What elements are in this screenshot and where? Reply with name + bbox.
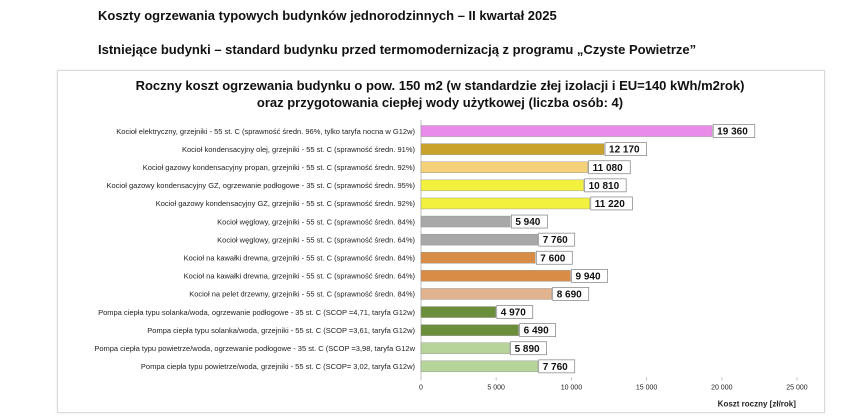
category-label: Kocioł gazowy kondensacyjny propan, grzejniki - 55 st. C (sprawność średn. 92%) bbox=[142, 162, 415, 172]
x-tick-label: 20 000 bbox=[711, 384, 733, 392]
data-label: 4 970 bbox=[500, 307, 526, 319]
x-tick-label: 5 000 bbox=[487, 384, 505, 392]
page-title: Koszty ogrzewania typowych budynków jednorodzinnych – II kwartał 2025 bbox=[98, 8, 557, 23]
bar bbox=[421, 126, 712, 137]
category-label: Pompa ciepła typu solanka/woda, ogrzewanie podłogowe - 35 st. C (SCOP =4,71, taryfa G12w) bbox=[98, 307, 415, 317]
x-tick-label: 0 bbox=[419, 384, 423, 392]
category-label: Kocioł na pelet drzewny, grzejniki - 55 st. C (sprawność średn. 84%) bbox=[189, 289, 415, 299]
bar bbox=[421, 343, 510, 354]
category-label: Kocioł węglowy, grzejniki - 55 st. C (sprawność średn. 64%) bbox=[217, 235, 415, 245]
chart-subtitle: oraz przygotowania ciepłej wody użytkowej (liczba osób: 4) bbox=[256, 95, 624, 110]
bar bbox=[421, 361, 538, 372]
chart-title: Roczny koszt ogrzewania budynku o pow. 150 m2 (w standardzie złej izolacji i EU=140 kWh/m2rok) bbox=[135, 78, 745, 93]
x-tick-label: 15 000 bbox=[635, 384, 658, 392]
data-label: 12 170 bbox=[609, 144, 640, 156]
data-label: 8 690 bbox=[556, 289, 582, 301]
page-subtitle: Istniejące budynki – standard budynku przed termomodernizacją z programu „Czyste Powietrze” bbox=[98, 42, 697, 57]
bar bbox=[421, 234, 538, 245]
bar bbox=[421, 216, 510, 227]
data-label: 19 360 bbox=[717, 126, 748, 138]
bar bbox=[421, 180, 584, 191]
bar bbox=[421, 288, 552, 299]
category-label: Pompa ciepła typu solanka/woda, grzejniki - 55 st. C (SCOP =3,61, taryfa G12w) bbox=[147, 325, 415, 335]
category-label: Kocioł elektryczny, grzejniki - 55 st. C (sprawność średn. 96%, tylko taryfa nocna w G12w) bbox=[116, 126, 415, 136]
data-label: 7 760 bbox=[542, 235, 568, 247]
data-label: 6 490 bbox=[523, 325, 549, 337]
category-label: Kocioł kondensacyjny olej, grzejniki - 55 st. C (sprawność średn. 91%) bbox=[181, 144, 415, 154]
data-label: 11 220 bbox=[594, 198, 625, 210]
x-tick-label: 25 000 bbox=[786, 384, 808, 392]
bar bbox=[421, 162, 588, 173]
bar bbox=[421, 144, 604, 155]
data-label: 10 810 bbox=[588, 180, 620, 192]
data-label: 7 600 bbox=[540, 253, 566, 265]
category-label: Kocioł węglowy, grzejniki - 55 st. C (sprawność średn. 84%) bbox=[217, 217, 415, 227]
bar bbox=[421, 325, 519, 336]
data-label: 7 760 bbox=[542, 361, 568, 373]
bar bbox=[421, 252, 535, 263]
data-label: 11 080 bbox=[592, 162, 623, 174]
bar bbox=[421, 198, 590, 209]
data-label: 5 890 bbox=[514, 343, 540, 355]
bar bbox=[421, 307, 496, 318]
category-label: Kocioł gazowy kondensacyjny GZ, grzejniki - 55 st. C (sprawność średn. 92%) bbox=[155, 199, 415, 209]
bar bbox=[421, 270, 570, 281]
data-label: 5 940 bbox=[515, 217, 541, 229]
category-label: Kocioł gazowy kondensacyjny GZ, ogrzewanie podłogowe - 35 st. C (sprawność średn. 95%) bbox=[106, 181, 415, 191]
category-label: Pompa ciepła typu powietrze/woda, ogrzewanie podłogowe - 35 st. C (SCOP =3,98, taryfa G12w bbox=[94, 343, 415, 353]
category-label: Kocioł na kawałki drewna, grzejniki - 55 st. C (sprawność średn. 84%) bbox=[183, 253, 415, 263]
category-label: Pompa ciepła typu powietrze/woda, grzejniki - 55 st. C (SCOP= 3,02, taryfa G12w) bbox=[140, 362, 415, 372]
x-axis-title: Koszt roczny [zł/rok] bbox=[717, 399, 796, 409]
x-tick-label: 10 000 bbox=[560, 384, 583, 392]
data-label: 9 940 bbox=[575, 271, 601, 283]
category-label: Kocioł na kawałki drewna, grzejniki - 55 st. C (sprawność średn. 64%) bbox=[183, 271, 415, 281]
